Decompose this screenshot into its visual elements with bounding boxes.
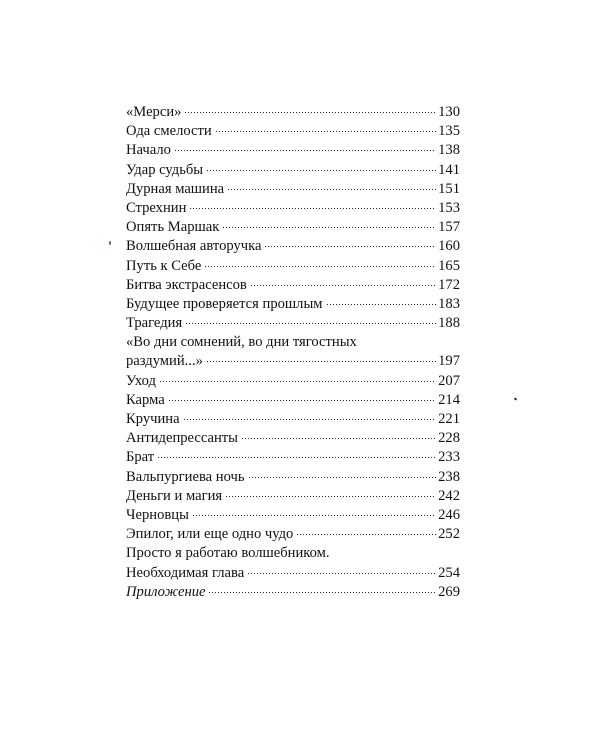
dot-leader xyxy=(204,266,436,267)
toc-entry-title: Приложение xyxy=(126,583,206,600)
dot-leader xyxy=(183,419,437,420)
toc-entry-page: 197 xyxy=(438,353,460,370)
dot-leader xyxy=(192,515,436,516)
toc-entry-merci xyxy=(126,103,460,122)
toc-entry-title: Антидепрессанты xyxy=(126,430,238,447)
dot-leader xyxy=(227,189,436,190)
dot-leader xyxy=(326,304,437,305)
toc-entry-title: Трагедия xyxy=(126,315,183,332)
toc-entry-title: Кручина xyxy=(126,411,180,427)
dot-leader xyxy=(168,400,436,401)
scan-speck-mark xyxy=(109,241,111,245)
toc-entry-title: Необходимая глава xyxy=(126,564,245,581)
toc-entry-tragediya xyxy=(126,314,460,333)
toc-entry-bitva-ekstrasensov xyxy=(126,276,460,295)
toc-entry-budushchee xyxy=(126,295,460,314)
toc-entry-page: 138 xyxy=(438,142,460,159)
toc-entry-chernovtsy xyxy=(126,506,460,525)
toc-entry-title: Уход xyxy=(126,372,156,389)
toc-entry-title: Брат xyxy=(126,449,155,466)
toc-entry-title: Просто я работаю волшебником. xyxy=(126,545,330,562)
toc-entry-page: 151 xyxy=(438,180,460,197)
dot-leader xyxy=(208,592,436,593)
toc-entry-dengi-i-magiya xyxy=(126,487,460,506)
toc-entry-vo-dni-line1 xyxy=(126,333,460,352)
toc-entry-kruchina xyxy=(126,410,460,429)
toc-entry-page: 172 xyxy=(438,276,460,293)
toc-entry-title: Опять Маршак xyxy=(126,219,220,236)
dot-leader xyxy=(185,323,436,324)
dot-leader xyxy=(264,246,436,247)
dot-leader xyxy=(296,534,436,535)
dot-leader xyxy=(184,112,436,113)
toc-entry-page: 221 xyxy=(438,411,460,427)
toc-entry-page: 269 xyxy=(438,583,460,600)
toc-entry-page: 188 xyxy=(438,315,460,332)
table-of-contents xyxy=(126,103,460,602)
toc-entry-antidepressanty xyxy=(126,429,460,448)
toc-entry-page: 141 xyxy=(438,161,460,178)
toc-entry-title: Деньги и магия xyxy=(126,487,223,504)
scan-speck-mark xyxy=(514,397,518,400)
toc-entry-udar-sudby xyxy=(126,161,460,180)
toc-entry-oda-smelosti xyxy=(126,122,460,141)
dot-leader xyxy=(222,227,436,228)
toc-entry-title: Битва экстрасенсов xyxy=(126,276,247,293)
dot-leader xyxy=(248,477,437,478)
toc-entry-title: Стрехнин xyxy=(126,199,187,216)
toc-entry-title: Волшебная авторучка xyxy=(126,238,262,255)
toc-entry-prosto-line2 xyxy=(126,564,460,583)
toc-entry-title: Эпилог, или еще одно чудо xyxy=(126,526,294,543)
toc-entry-page: 157 xyxy=(438,219,460,236)
toc-entry-valpurgieva-noch xyxy=(126,468,460,487)
toc-entry-page: 135 xyxy=(438,123,460,140)
toc-entry-page: 254 xyxy=(438,564,460,581)
toc-entry-vo-dni-line2 xyxy=(126,352,460,371)
toc-entry-title: «Во дни сомнений, во дни тягостных xyxy=(126,334,357,351)
toc-entry-title: Будущее проверяется прошлым xyxy=(126,295,323,312)
toc-entry-prilozhenie xyxy=(126,583,460,602)
toc-entry-title: Вальпургиева ночь xyxy=(126,468,245,485)
toc-entry-page: 160 xyxy=(438,238,460,255)
toc-entry-page: 214 xyxy=(438,391,460,408)
toc-entry-page: 207 xyxy=(438,372,460,389)
toc-entry-title: Удар судьбы xyxy=(126,161,204,178)
toc-entry-page: 242 xyxy=(438,487,460,504)
toc-entry-nachalo xyxy=(126,141,460,160)
toc-entry-put-k-sebe xyxy=(126,257,460,276)
dot-leader xyxy=(225,496,436,497)
toc-entry-opyat-marshak xyxy=(126,218,460,237)
toc-entry-title: Начало xyxy=(126,142,171,159)
toc-entry-page: 228 xyxy=(438,430,460,447)
toc-entry-title: Черновцы xyxy=(126,506,189,523)
toc-entry-page: 233 xyxy=(438,449,460,466)
toc-entry-title: Дурная машина xyxy=(126,180,225,197)
dot-leader xyxy=(241,438,436,439)
toc-entry-title: раздумий...» xyxy=(126,353,203,370)
dot-leader xyxy=(215,131,436,132)
toc-entry-epilog xyxy=(126,525,460,544)
toc-entry-page: 183 xyxy=(438,295,460,312)
toc-entry-prosto-line1 xyxy=(126,544,460,563)
toc-entry-title: Путь к Себе xyxy=(126,257,202,274)
toc-entry-page: 246 xyxy=(438,506,460,523)
dot-leader xyxy=(206,361,436,362)
dot-leader xyxy=(206,170,436,171)
dot-leader xyxy=(189,208,436,209)
toc-entry-brat xyxy=(126,448,460,467)
toc-entry-strekhnin xyxy=(126,199,460,218)
toc-entry-title: Карма xyxy=(126,391,165,408)
toc-entry-karma xyxy=(126,391,460,410)
toc-entry-title: Ода смелости xyxy=(126,123,212,140)
dot-leader xyxy=(174,150,436,151)
toc-entry-title: «Мерси» xyxy=(126,104,182,120)
toc-entry-page: 153 xyxy=(438,199,460,216)
dot-leader xyxy=(159,381,436,382)
dot-leader xyxy=(157,457,436,458)
toc-entry-page: 130 xyxy=(438,104,460,120)
toc-entry-ukhod xyxy=(126,372,460,391)
dot-leader xyxy=(250,285,436,286)
toc-entry-page: 252 xyxy=(438,526,460,543)
toc-entry-page: 165 xyxy=(438,257,460,274)
dot-leader xyxy=(247,573,436,574)
toc-entry-durnaya-mashina xyxy=(126,180,460,199)
toc-entry-page: 238 xyxy=(438,468,460,485)
toc-entry-volshebnaya-avtoruchka xyxy=(126,237,460,256)
